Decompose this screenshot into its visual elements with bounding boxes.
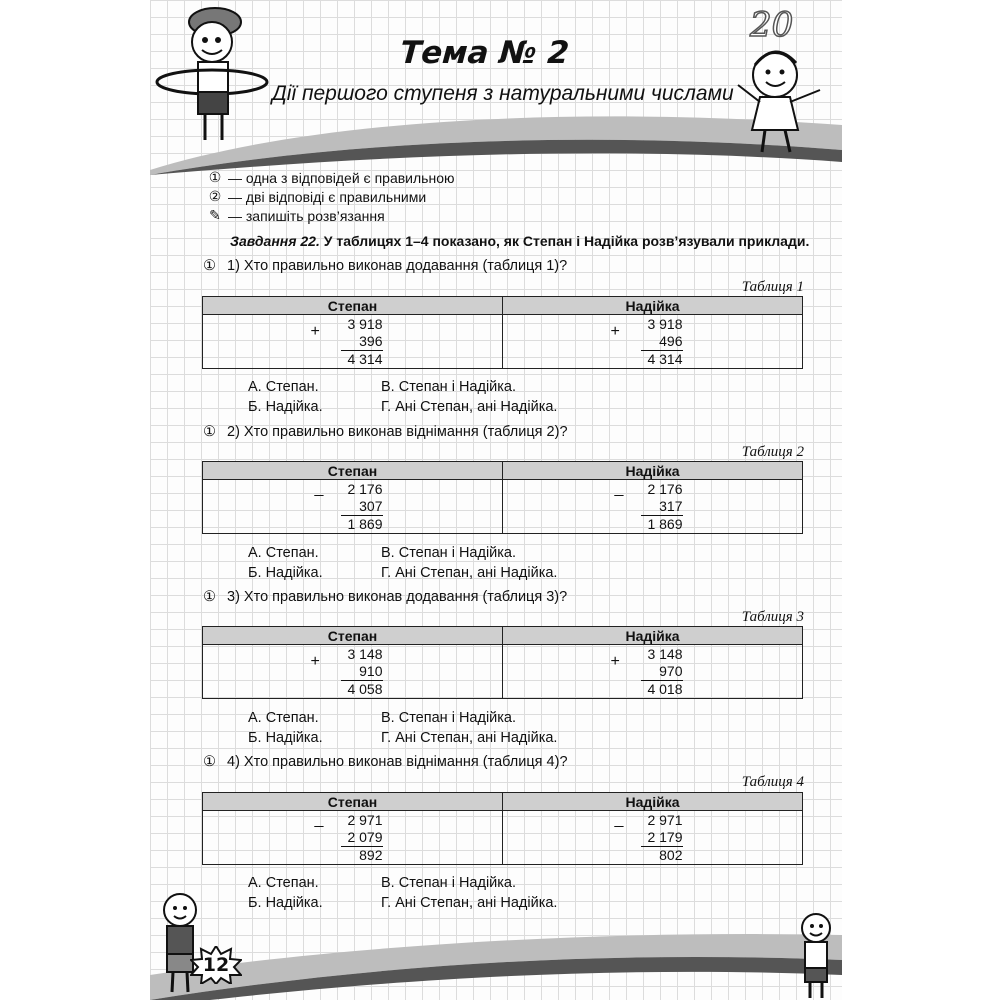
column-header-nadiika: Надійка (503, 297, 803, 315)
option-a[interactable]: А. Степан. (248, 875, 319, 891)
column-header-nadiika: Надійка (503, 793, 803, 811)
option-b[interactable]: Б. Надійка. (248, 730, 323, 746)
minuend: 2 971 (647, 812, 683, 828)
column-header-stepan: Степан (203, 627, 503, 645)
minuend: 2 176 (647, 481, 683, 497)
question-1 (203, 258, 567, 274)
operation-sign: _ (314, 480, 324, 497)
stepan-solution (203, 315, 503, 369)
operation-sign: _ (614, 480, 624, 497)
result: 4 018 (647, 681, 683, 697)
option-a[interactable]: А. Степан. (248, 710, 319, 726)
one-answer-icon: ① (208, 169, 222, 185)
result: 1 869 (647, 516, 683, 532)
solution-table-4 (202, 792, 803, 865)
nadiika-solution (503, 645, 803, 699)
option-v[interactable]: В. Степан і Надійка. (381, 379, 517, 395)
option-g[interactable]: Г. Ані Степан, ані Надійка. (381, 895, 558, 911)
table-caption: Таблиця 3 (741, 609, 804, 625)
result: 4 058 (347, 681, 383, 697)
subtrahend: 2 079 (341, 829, 383, 847)
option-g[interactable]: Г. Ані Степан, ані Надійка. (381, 399, 558, 415)
answer-options-2 (248, 543, 557, 583)
option-a[interactable]: А. Степан. (248, 545, 319, 561)
stepan-solution (203, 645, 503, 699)
question-2 (203, 424, 568, 440)
task-text: У таблицях 1–4 показано, як Степан і Надійка розв’язували приклади. (323, 233, 810, 249)
legend-text: — одна з відповідей є правильною (228, 169, 455, 186)
option-a[interactable]: А. Степан. (248, 379, 319, 395)
page-number-badge (190, 946, 242, 984)
speech-bubble-icon: ✎ (209, 207, 221, 223)
question-text: 2) Хто правильно виконав віднімання (таблиця 2)? (227, 424, 568, 440)
topic-title: Тема № 2 (398, 35, 571, 71)
option-v[interactable]: В. Степан і Надійка. (381, 875, 517, 891)
result: 4 314 (647, 351, 683, 367)
operation-sign: _ (314, 811, 324, 828)
first-operand: 3 148 (647, 646, 683, 662)
result: 4 314 (347, 351, 383, 367)
table-caption: Таблиця 1 (741, 279, 804, 295)
table-caption: Таблиця 4 (741, 774, 804, 790)
one-answer-icon: ① (203, 258, 216, 274)
one-answer-icon: ① (203, 754, 216, 770)
nadiika-solution (503, 811, 803, 865)
column-header-nadiika: Надійка (503, 462, 803, 480)
legend-item (208, 206, 454, 225)
operation-sign: _ (614, 811, 624, 828)
option-g[interactable]: Г. Ані Степан, ані Надійка. (381, 730, 558, 746)
task-heading (230, 233, 809, 249)
nadiika-solution (503, 315, 803, 369)
stepan-solution (203, 480, 503, 534)
result: 802 (659, 847, 683, 863)
column-header-stepan: Степан (203, 793, 503, 811)
legend (208, 168, 454, 225)
solution-table-3 (202, 626, 803, 699)
option-b[interactable]: Б. Надійка. (248, 399, 323, 415)
operation-sign: + (610, 323, 620, 340)
result: 892 (359, 847, 383, 863)
footer-swoosh (150, 905, 842, 1000)
subtrahend: 307 (341, 498, 383, 516)
boy-hulahoop-illustration (150, 0, 270, 170)
option-v[interactable]: В. Степан і Надійка. (381, 710, 517, 726)
page-number: 12 (202, 954, 230, 976)
boy-with-numbers-illustration (790, 900, 842, 1000)
solution-table-2 (202, 461, 803, 534)
column-header-stepan: Степан (203, 462, 503, 480)
operation-sign: + (610, 653, 620, 670)
task-number: Завдання 22. (230, 233, 320, 249)
legend-text: — дві відповіді є правильними (228, 188, 427, 205)
minuend: 2 971 (347, 812, 383, 828)
minuend: 3 918 (347, 316, 383, 332)
question-text: 4) Хто правильно виконав віднімання (таблиця 4)? (227, 754, 568, 770)
second-operand: 910 (341, 663, 383, 681)
two-answers-icon: ② (208, 188, 222, 204)
stepan-solution (203, 811, 503, 865)
answer-options-1 (248, 377, 557, 417)
option-b[interactable]: Б. Надійка. (248, 895, 323, 911)
option-v[interactable]: В. Степан і Надійка. (381, 545, 517, 561)
first-operand: 3 918 (647, 316, 683, 332)
second-operand: 970 (641, 663, 683, 681)
second-operand: 496 (641, 333, 683, 351)
column-header-stepan: Степан (203, 297, 503, 315)
one-answer-icon: ① (203, 424, 216, 440)
subtrahend: 317 (641, 498, 683, 516)
legend-item (208, 168, 454, 187)
decorative-number: 20 (750, 5, 794, 45)
subtrahend: 2 179 (641, 829, 683, 847)
operation-sign: + (310, 323, 320, 340)
question-text: 3) Хто правильно виконав додавання (таблиця 3)? (227, 589, 568, 605)
legend-item (208, 187, 454, 206)
minuend: 2 176 (347, 481, 383, 497)
option-b[interactable]: Б. Надійка. (248, 565, 323, 581)
question-4 (203, 754, 568, 770)
solution-table-1 (202, 296, 803, 369)
question-text: 1) Хто правильно виконав додавання (таблиця 1)? (227, 258, 568, 274)
result: 1 869 (347, 516, 383, 532)
one-answer-icon: ① (203, 589, 216, 605)
nadiika-solution (503, 480, 803, 534)
first-operand: 3 148 (347, 646, 383, 662)
operation-sign: + (310, 653, 320, 670)
legend-text: — запишіть розв’язання (228, 207, 385, 224)
option-g[interactable]: Г. Ані Степан, ані Надійка. (381, 565, 558, 581)
topic-subtitle: Дії першого ступеня з натуральними числами (272, 82, 734, 105)
second-operand: 396 (341, 333, 383, 351)
table-caption: Таблиця 2 (741, 444, 804, 460)
answer-options-3 (248, 708, 557, 748)
workbook-page (150, 0, 842, 1000)
question-3 (203, 589, 567, 605)
column-header-nadiika: Надійка (503, 627, 803, 645)
